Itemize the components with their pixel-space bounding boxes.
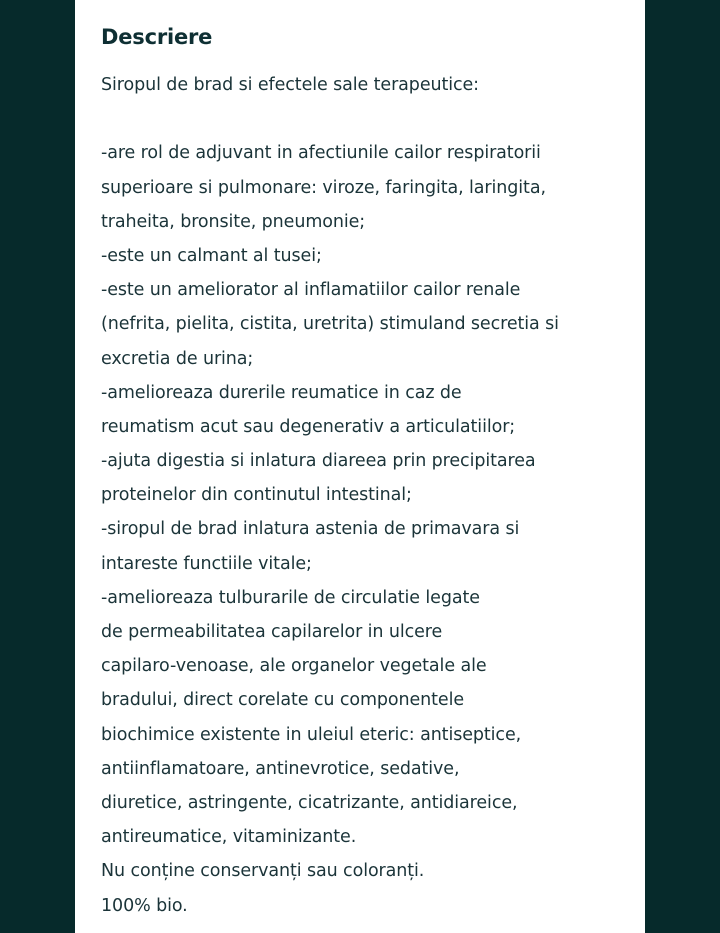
description-line: intareste functiile vitale;: [101, 553, 312, 574]
description-line: biochimice existente in uleiul eteric: antiseptice,: [101, 724, 522, 745]
description-line: de permeabilitatea capilarelor in ulcere: [101, 622, 443, 642]
description-line: -amelioreaza durerile reumatice in caz de: [101, 382, 462, 403]
description-line: reumatism acut sau degenerativ a articulatiilor;: [101, 416, 516, 437]
description-line: -siropul de brad inlatura astenia de primavara si: [101, 519, 520, 540]
description-line: -ajuta digestia si inlatura diareea prin precipitarea: [101, 451, 536, 472]
description-line: -amelioreaza tulburarile de circulatie legate: [101, 587, 480, 608]
description-line: diuretice, astringente, cicatrizante, antidiareice,: [101, 792, 518, 813]
description-text: [101, 68, 631, 923]
description-line: superioare si pulmonare: viroze, faringita, laringita,: [101, 177, 546, 198]
description-line: proteinelor din continutul intestinal;: [101, 485, 412, 506]
description-line: 100% bio.: [101, 895, 188, 916]
description-line: [101, 102, 631, 136]
description-line: traheita, bronsite, pneumonie;: [101, 211, 366, 232]
description-heading: Descriere: [101, 25, 213, 49]
description-line: antireumatice, vitaminizante.: [101, 827, 357, 848]
description-line: -are rol de adjuvant in afectiunile cailor respiratorii: [101, 143, 541, 164]
description-line: capilaro-venoase, ale organelor vegetale ale: [101, 656, 487, 677]
description-panel: [75, 0, 645, 933]
description-line: (nefrita, pielita, cistita, uretrita) stimuland secretia si: [101, 314, 559, 335]
description-line: -este un calmant al tusei;: [101, 245, 322, 266]
description-line: excretia de urina;: [101, 348, 254, 369]
description-line: bradului, direct corelate cu componentele: [101, 690, 465, 711]
description-line: antiinflamatoare, antinevrotice, sedative,: [101, 758, 460, 779]
description-line: Siropul de brad si efectele sale terapeutice:: [101, 75, 479, 95]
description-content: [101, 22, 631, 923]
description-line: Nu conține conservanți sau coloranți.: [101, 861, 425, 882]
description-line: -este un ameliorator al inflamatiilor cailor renale: [101, 280, 521, 301]
